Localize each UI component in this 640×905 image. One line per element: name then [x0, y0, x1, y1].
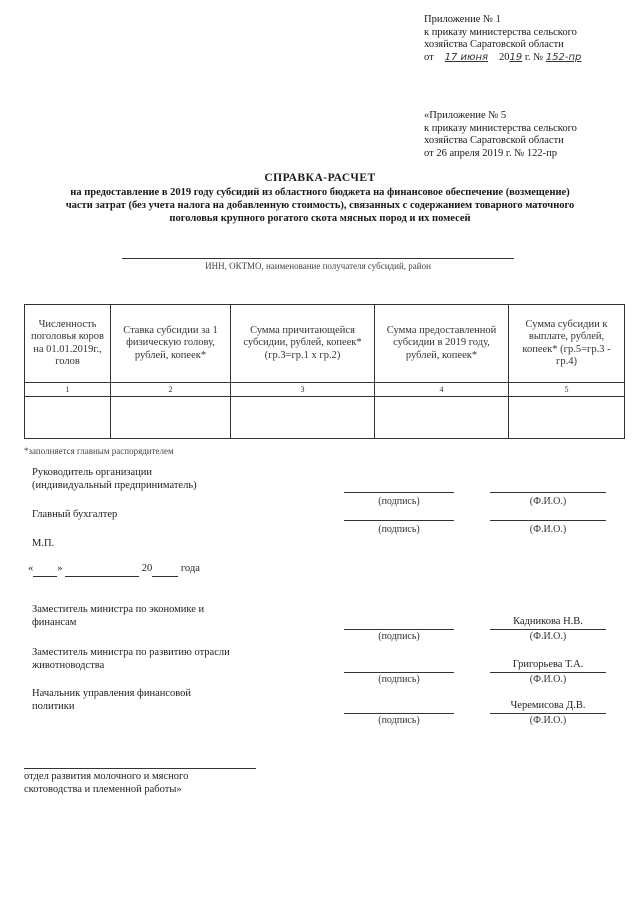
- appendix-1-order-line: к приказу министерства сельского: [424, 26, 577, 38]
- table-header-row: [25, 305, 625, 383]
- footer-line1: отдел развития молочного и мясного: [24, 771, 189, 782]
- appendix-5-title: «Приложение № 5: [424, 110, 507, 121]
- official-2-title-line2: животноводства: [32, 660, 105, 671]
- date-year-blank[interactable]: [152, 563, 178, 577]
- appendix-1-date-line: от 17 июня 2019 г. № 152-пр: [424, 51, 582, 63]
- table-header-cell: Ставка субсидии за 1 физическую голову, рублей, копеек*: [111, 305, 231, 383]
- footer-line2: скотоводства и племенной работы»: [24, 784, 182, 795]
- head-fio-caption: (Ф.И.О.): [529, 496, 567, 507]
- appendix-5-ministry-line: хозяйства Саратовской области: [424, 135, 564, 146]
- official-1-fio-line: [490, 629, 606, 630]
- table-footnote: *заполняется главным распорядителем: [24, 446, 174, 456]
- document-subtitle-1: на предоставление в 2019 году субсидий из областного бюджета на финансовое обеспечение (возмещение): [70, 187, 570, 198]
- table-number-cell: 4: [375, 383, 509, 397]
- head-fio-line[interactable]: [490, 492, 606, 493]
- table-number-cell: 3: [231, 383, 375, 397]
- table-data-cell[interactable]: [231, 397, 375, 439]
- table-header-cell: Сумма субсидии к выплате, рублей, копеек* (гр.5=гр.3 - гр.4): [509, 305, 625, 383]
- official-3-sign-caption: (подпись): [378, 715, 420, 726]
- accountant-fio-line[interactable]: [490, 520, 606, 521]
- head-sign-caption: (подпись): [378, 496, 420, 507]
- official-1-title-line1: Заместитель министра по экономике и: [32, 604, 205, 615]
- head-label-line1: Руководитель организации: [32, 467, 152, 478]
- table-data-cell[interactable]: [375, 397, 509, 439]
- footer-divider: [24, 768, 256, 769]
- accountant-fio-caption: (Ф.И.О.): [529, 524, 567, 535]
- official-1-fio-caption: (Ф.И.О.): [529, 631, 567, 642]
- official-1-name: Кадникова Н.В.: [513, 616, 583, 627]
- appendix-5-date-line: от 26 апреля 2019 г. № 122-пр: [424, 147, 557, 159]
- official-1-signature-line[interactable]: [344, 629, 454, 630]
- table-data-cell[interactable]: [509, 397, 625, 439]
- official-1-title-line2: финансам: [32, 617, 77, 628]
- date-month-blank[interactable]: [65, 563, 139, 577]
- official-2-name: Григорьева Т.А.: [512, 659, 584, 670]
- recipient-caption: ИНН, ОКТМО, наименование получателя субсидий, район: [205, 261, 431, 271]
- table-data-cell[interactable]: [25, 397, 111, 439]
- appendix-1-date-day: 17 июня: [444, 51, 489, 63]
- recipient-line: [122, 258, 514, 259]
- official-2-fio-line: [490, 672, 606, 673]
- table-data-row: [25, 397, 625, 439]
- table-number-cell: 1: [25, 383, 111, 397]
- table-number-cell: 2: [111, 383, 231, 397]
- table-header-cell: Сумма причитающейся субсидии, рублей, копеек* (гр.3=гр.1 х гр.2): [231, 305, 375, 383]
- stamp-place-label: М.П.: [32, 538, 55, 549]
- document-subtitle-3: поголовья крупного рогатого скота мясных пород и их помесей: [169, 213, 471, 224]
- appendix-5-order-line: к приказу министерства сельского: [424, 122, 577, 134]
- table-number-cell: 5: [509, 383, 625, 397]
- date-fill-line: « » 20 года: [28, 563, 228, 577]
- official-2-fio-caption: (Ф.И.О.): [529, 674, 567, 685]
- appendix-5-header: [424, 110, 624, 160]
- table-header-cell: Численность поголовья коров на 01.01.2019г., голов: [25, 305, 111, 383]
- official-3-title-line2: политики: [32, 701, 75, 712]
- document-title: СПРАВКА-РАСЧЕТ: [264, 172, 376, 184]
- appendix-1-header: [424, 14, 624, 64]
- accountant-label: Главный бухгалтер: [32, 509, 118, 520]
- document-subtitle-2: части затрат (без учета налога на добавленную стоимость), связанных с содержанием товарного маточного: [65, 200, 575, 211]
- official-3-fio-caption: (Ф.И.О.): [529, 715, 567, 726]
- official-3-title-line1: Начальник управления финансовой: [32, 688, 192, 699]
- accountant-sign-caption: (подпись): [378, 524, 420, 535]
- official-3-signature-line[interactable]: [344, 713, 454, 714]
- official-2-sign-caption: (подпись): [378, 674, 420, 685]
- official-1-sign-caption: (подпись): [378, 631, 420, 642]
- head-label-line2: (индивидуальный предприниматель): [32, 480, 197, 491]
- table-data-cell[interactable]: [111, 397, 231, 439]
- subsidy-table: [24, 304, 625, 439]
- head-signature-line[interactable]: [344, 492, 454, 493]
- appendix-1-ministry-line: хозяйства Саратовской области: [424, 39, 564, 50]
- official-3-fio-line: [490, 713, 606, 714]
- date-day-blank[interactable]: [33, 563, 57, 577]
- official-2-title-line1: Заместитель министра по развитию отрасли: [32, 647, 230, 658]
- accountant-signature-line[interactable]: [344, 520, 454, 521]
- appendix-1-order-number: 152-пр: [545, 51, 582, 63]
- official-2-signature-line[interactable]: [344, 672, 454, 673]
- official-3-name: Черемисова Д.В.: [510, 700, 586, 711]
- appendix-1-date-year: 19: [509, 51, 523, 63]
- table-number-row: [25, 383, 625, 397]
- table-header-cell: Сумма предоставленной субсидии в 2019 году, рублей, копеек*: [375, 305, 509, 383]
- appendix-1-title: Приложение № 1: [424, 14, 501, 25]
